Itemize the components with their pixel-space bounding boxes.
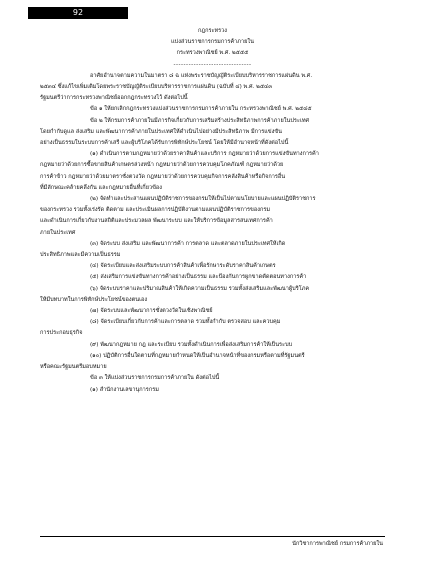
text-line: การประกอบธุรกิจ [40,330,83,337]
title-line-1: กฎกระทรวง [197,28,228,34]
title-line-3: กระทรวงพาณิชย์ พ.ศ. ๒๕๕๕ [176,50,249,57]
text-line: (๑๐) ปฏิบัติการอื่นใดตามที่กฎหมายกำหนดให้เป็นอำนาจหน้าที่ของกรมหรือตามที่รัฐมนตรี [90,352,305,359]
text-line: (๖) จัดระบบราคาและปริมาณสินค้าให้เกิดความเป็นธรรม รวมทั้งส่งเสริมและพัฒนาผู้บริโภค [90,285,310,292]
text-line: (๘) จัดระเบียบเกี่ยวกับการค้าและการตลาด รวมทั้งกำกับ ตรวจสอบ และควบคุม [90,319,281,326]
text-line: (๒) จัดทำและประสานแผนปฏิบัติราชการของกรมให้เป็นไปตามนโยบายและแผนปฏิบัติราชการ [90,196,316,203]
text-line: โดยกำกับดูแล ส่งเสริม และพัฒนาการค้าภายในประเทศให้ดำเนินไปอย่างมีประสิทธิภาพ มีการแข่งขัน [40,128,283,135]
text-line: ภายในประเทศ [40,229,76,236]
text-line: กฎหมายว่าด้วยการซื้อขายสินค้าเกษตรล่วงหน้า กฎหมายว่าด้วยการควบคุมโภคภัณฑ์ กฎหมายว่าด้วย [40,162,284,169]
text-line: รัฐมนตรีว่าการกระทรวงพาณิชย์ออกกฎกระทรวงไว้ ดังต่อไปนี้ [40,95,188,102]
footer-divider [40,536,385,537]
paragraph-list [40,71,385,396]
text-line: ข้อ ๑ ให้ยกเลิกกฎกระทรวงแบ่งส่วนราชการกรมการค้าภายใน กระทรวงพาณิชย์ พ.ศ. ๒๕๔๕ [90,106,312,113]
text-line: (๕) ส่งเสริมการแข่งขันทางการค้าอย่างเป็นธรรม และป้องกันการผูกขาดตัดตอนทางการค้า [90,274,307,281]
title-line-2: แบ่งส่วนราชการกรมการค้าภายใน [171,39,254,46]
text-line: (๑) ดำเนินการตามกฎหมายว่าด้วยราคาสินค้าและบริการ กฎหมายว่าด้วยการแข่งขันทางการค้า [90,151,319,158]
text-line: ข้อ ๒ ให้กรมการค้าภายในมีภารกิจเกี่ยวกับการเสริมสร้างประสิทธิภาพการค้าภายในประเทศ [90,117,310,124]
text-line: อาศัยอำนาจตามความในมาตรา ๘ ฉ แห่งพระราชบัญญัติระเบียบบริหารราชการแผ่นดิน พ.ศ. [90,72,313,79]
text-line: (๑) สำนักงานเลขานุการกรม [90,386,159,393]
title-separator: ------------------------------- [173,61,252,68]
text-line: (๙) พัฒนากฎหมาย กฎ และระเบียบ รวมทั้งดำเนินการเพื่อส่งเสริมการค้าให้เป็นระบบ [90,341,293,348]
text-line: (๔) จัดระเบียบและส่งเสริมระบบการค้าสินค้าเพื่อรักษาระดับราคาสินค้าเกษตร [90,263,276,270]
text-line: (๓) จัดระบบ ส่งเสริม และพัฒนาการค้า การตลาด และตลาดภายในประเทศให้เกิด [90,240,286,247]
text-line: หรือคณะรัฐมนตรีมอบหมาย [40,364,107,371]
text-line: และดำเนินการเกี่ยวกับงานสถิติและประมวลผล พัฒนาระบบ และให้บริการข้อมูลสารสนเทศการค้า [40,218,273,225]
text-line: ข้อ ๓ ให้แบ่งส่วนราชการกรมการค้าภายใน ดังต่อไปนี้ [90,375,220,382]
text-line: อย่างเป็นธรรมในระบบการค้าเสรี และผู้บริโภคได้รับการพิทักษ์ประโยชน์ โดยให้มีอำนาจหน้าที่ดังต่อไปนี้ [40,140,289,147]
text-line: ให้มีบทบาทในการพิทักษ์ประโยชน์ของตนเอง [40,296,148,303]
text-line: ประสิทธิภาพและมีความเป็นธรรม [40,252,121,259]
document-body [40,26,385,396]
page-number: 92 [28,7,128,19]
text-line: (๗) จัดระบบและพัฒนาการชั่งตวงวัดในเชิงพาณิชย์ [90,308,213,315]
text-line: ของกระทรวง รวมทั้งเร่งรัด ติดตาม และประเมินผลการปฏิบัติงานตามแผนปฏิบัติราชการของกรม [40,207,271,214]
footer-text: นักวิชาการพาณิชย์ กรมการค้าภายใน [292,541,383,547]
text-line: การค้าข้าว กฎหมายว่าด้วยมาตราชั่งตวงวัด กฎหมายว่าด้วยการควบคุมกิจการคลังสินค้าหรือกิจการอื่น [40,173,286,180]
text-line: ที่มีลักษณะคล้ายคลึงกัน และกฎหมายอื่นที่เกี่ยวข้อง [40,184,163,191]
text-line: ๒๕๓๔ ซึ่งแก้ไขเพิ่มเติมโดยพระราชบัญญัติระเบียบบริหารราชการแผ่นดิน (ฉบับที่ ๔) พ.ศ. ๒๕๔๓ [40,84,273,91]
